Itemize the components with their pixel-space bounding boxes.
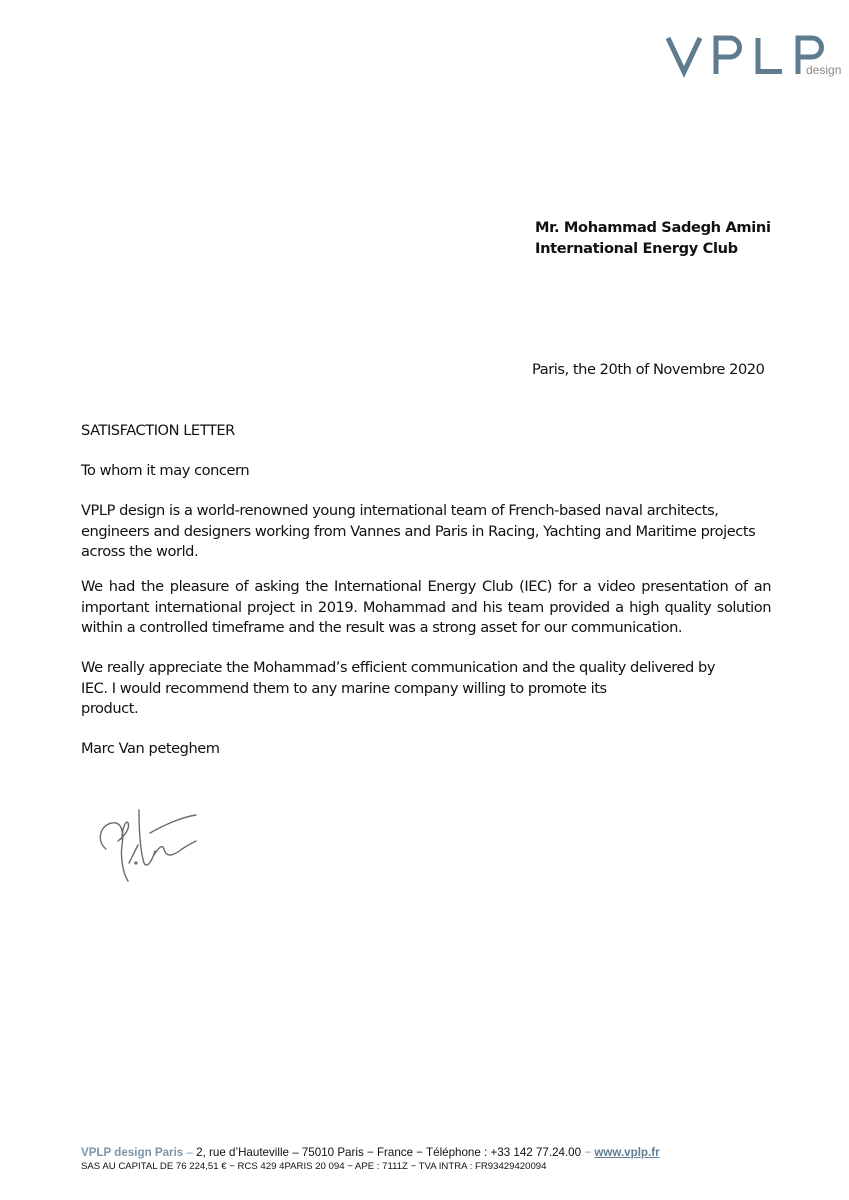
paragraph-line: VPLP design is a world-renowned young international team of French-based naval architects, (81, 502, 719, 519)
recipient-name: Mr. Mohammad Sadegh Amini (535, 219, 771, 236)
paragraph-line: within a controlled timeframe and the result was a strong asset for our communication. (81, 619, 683, 636)
paragraph-line: product. (81, 700, 139, 717)
page-footer (81, 1146, 660, 1173)
paragraph-recommendation (81, 658, 771, 720)
paragraph-line: We had the pleasure of asking the International Energy Club (IEC) for a video presentation of an (81, 578, 771, 595)
paragraph-line: We really appreciate the Mohammad’s efficient communication and the quality delivered by (81, 659, 716, 676)
paragraph-project (81, 577, 771, 639)
salutation: To whom it may concern (81, 462, 250, 479)
footer-contact-line (81, 1146, 660, 1160)
recipient-block (535, 217, 771, 259)
logo-subtext: design (806, 63, 842, 77)
footer-dash: – (186, 1146, 193, 1159)
recipient-organization: International Energy Club (535, 240, 738, 257)
signatory-name: Marc Van peteghem (81, 740, 220, 757)
date-line: Paris, the 20th of Novembre 2020 (532, 361, 765, 378)
paragraph-intro (81, 501, 771, 563)
handwritten-signature (92, 805, 207, 885)
paragraph-line: IEC. I would recommend them to any marine company willing to promote its (81, 679, 607, 697)
footer-company: VPLP design Paris (81, 1146, 184, 1159)
paragraph-line: engineers and designers working from Vannes and Paris in Racing, Yachting and Maritime projects (81, 522, 756, 540)
footer-dash: − (584, 1146, 592, 1159)
paragraph-line: across the world. (81, 543, 199, 560)
footer-website-link[interactable]: www.vplp.fr (594, 1146, 660, 1159)
paragraph-line: important international project in 2019. Mohammad and his team provided a high quality solution (81, 598, 771, 616)
footer-legal-line: SAS AU CAPITAL DE 76 224,51 € − RCS 429 4PARIS 20 094 − APE : 7111Z − TVA INTRA : FR93429420094 (81, 1161, 547, 1172)
vplp-logo (664, 30, 849, 80)
letter-subject: SATISFACTION LETTER (81, 422, 235, 439)
footer-address: 2, rue d’Hauteville – 75010 Paris − France − Téléphone : +33 142 77.24.00 (196, 1146, 582, 1159)
